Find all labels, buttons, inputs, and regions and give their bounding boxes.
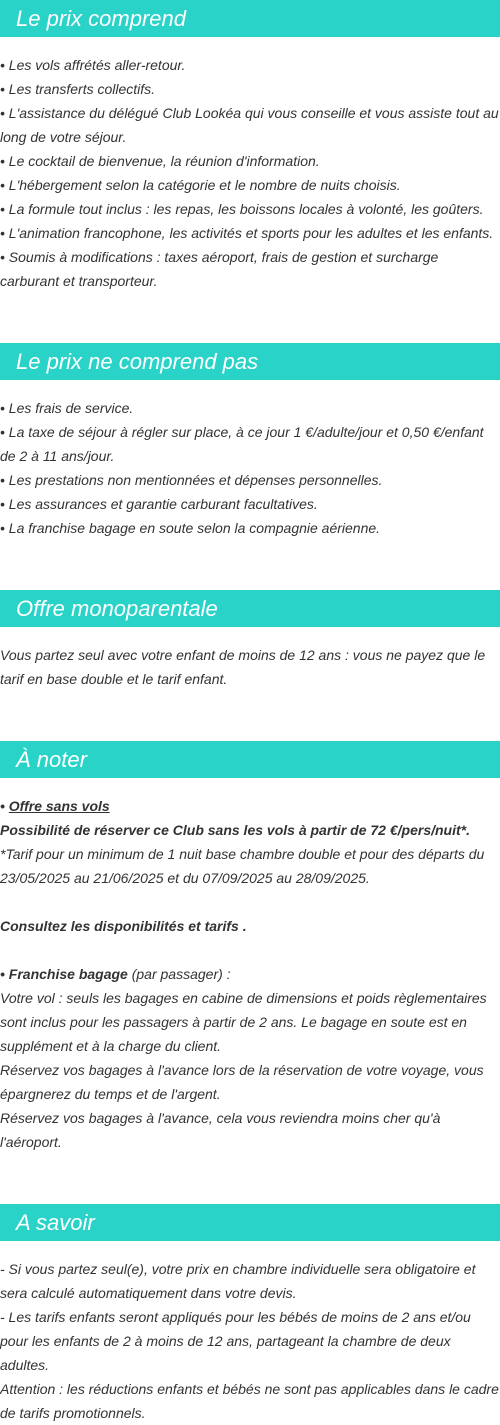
bullet: • [0,798,9,814]
list-item: • Les transferts collectifs. [0,81,156,97]
list-item: • L'assistance du délégué Club Lookéa qui vous conseille et vous assiste tout au long de votre séjour. [0,105,499,145]
list-item: Réservez vos bagages à l'avance lors de la réservation de votre voyage, vous épargnerez du temps et de l'argent. [0,1062,484,1102]
bagage-suffix: (par passager) : [127,966,231,982]
list-item: • L'animation francophone, les activités et sports pour les adultes et les enfants. [0,225,494,241]
section-body-prix-comprend [0,53,500,293]
section-body-a-savoir [0,1257,500,1425]
paragraph: Vous partez seul avec votre enfant de moins de 12 ans : vous ne payez que le tarif en base double et le tarif enfant. [0,647,486,687]
list-item: • La formule tout inclus : les repas, les boissons locales à volonté, les goûters. [0,201,484,217]
list-item: • La franchise bagage en soute selon la compagnie aérienne. [0,520,381,536]
section-body-prix-ne-comprend-pas [0,396,500,540]
section-header-a-savoir: A savoir [0,1204,500,1241]
list-item: Votre vol : seuls les bagages en cabine de dimensions et poids règlementaires sont inclus pour les passagers à partir de 2 ans. Le bagage en soute est en supplément et à la charge du client. [0,990,487,1054]
list-item: • Les assurances et garantie carburant facultatives. [0,496,318,512]
spacer [0,938,500,962]
list-item: • Soumis à modifications : taxes aéroport, frais de gestion et surcharge carburant et transporteur. [0,249,439,289]
section-body-offre-monoparentale [0,643,500,691]
list-item: • La taxe de séjour à régler sur place, à ce jour 1 €/adulte/jour et 0,50 €/enfant de 2 à 11 ans/jour. [0,424,484,464]
list-item: • Les vols affrétés aller-retour. [0,57,186,73]
list-item: • Le cocktail de bienvenue, la réunion d'information. [0,153,320,169]
section-header-a-noter: À noter [0,741,500,778]
section-header-offre-monoparentale: Offre monoparentale [0,590,500,627]
bagage-title: • Franchise bagage [0,966,128,982]
section-body-a-noter [0,794,500,1154]
list-item: - Si vous partez seul(e), votre prix en chambre individuelle sera obligatoire et sera calculé automatiquement dans votre devis. [0,1261,476,1301]
list-item: Réservez vos bagages à l'avance, cela vous reviendra moins cher qu'à l'aéroport. [0,1110,441,1150]
offer-note: *Tarif pour un minimum de 1 nuit base chambre double et pour des départs du 23/05/2025 au 21/06/2025 et du 07/09/2025 au 28/09/2025. [0,846,485,886]
list-item: - Les tarifs enfants seront appliqués pour les bébés de moins de 2 ans et/ou pour les enfants de 2 à moins de 12 ans, partageant la chambre de deux adultes. [0,1309,471,1373]
section-header-prix-comprend: Le prix comprend [0,0,500,37]
offer-title-line [0,794,500,818]
list-item: • Les frais de service. [0,400,134,416]
consult-link[interactable]: Consultez les disponibilités et tarifs . [0,918,247,934]
spacer [0,890,500,914]
offer-sans-vols-title: Offre sans vols [8,798,110,814]
bagage-title-line [0,962,500,986]
list-item: Attention : les réductions enfants et bébés ne sont pas applicables dans le cadre de tarifs promotionnels. [0,1381,499,1421]
list-item: • Les prestations non mentionnées et dépenses personnelles. [0,472,383,488]
list-item: • L'hébergement selon la catégorie et le nombre de nuits choisis. [0,177,401,193]
offer-line: Possibilité de réserver ce Club sans les vols à partir de 72 €/pers/nuit*. [0,822,470,838]
section-header-prix-ne-comprend-pas: Le prix ne comprend pas [0,343,500,380]
